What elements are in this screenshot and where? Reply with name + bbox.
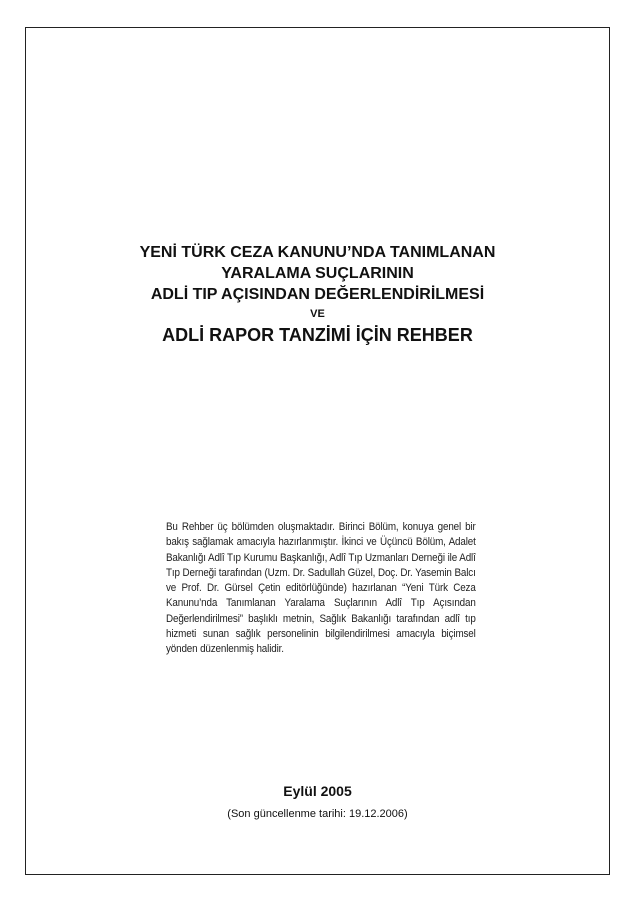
title-line-1: YENİ TÜRK CEZA KANUNU’NDA TANIMLANAN <box>139 244 496 261</box>
description-paragraph: Bu Rehber üç bölümden oluşmaktadır. Birinci Bölüm, konuya genel bir bakış sağlamak amacıyla hazırlanmıştır. İkinci ve Üçüncü Bölüm, Adalet Bakanlığı Adlî Tıp Kurumu Başkanlığı, Adlî Tıp Uzmanları Derneği ile Adlî Tıp Derneği tarafından (Uzm. Dr. Sadullah Güzel, Doç. Dr. Yasemin Balcı ve Prof. Dr. Gürsel Çetin editörlüğünde) hazırlanan “Yeni Türk Ceza Kanunu’nda Tanımlanan Yaralama Suçlarının Adlî Tıp Açısından Değerlendirilmesi” başlıklı metnin, Sağlık Bakanlığı tarafından adlî tıp hizmeti sunan sağlık personelinin bilgilendirilmesi amacıyla biçimsel yönden düzenlenmiş halidir. <box>166 521 476 656</box>
document-subtitle: ADLİ RAPOR TANZİMİ İÇİN REHBER <box>162 325 473 345</box>
last-updated-date: (Son güncellenme tarihi: 19.12.2006) <box>227 808 408 820</box>
document-title <box>25 242 610 347</box>
title-line-2: YARALAMA SUÇLARININ <box>221 265 414 282</box>
title-line-3: ADLİ TIP AÇISINDAN DEĞERLENDİRİLMESİ <box>150 286 485 303</box>
title-connector: VE <box>310 308 325 320</box>
publication-date: Eylül 2005 <box>283 783 352 799</box>
page-border <box>25 27 610 875</box>
date-block <box>25 782 610 822</box>
